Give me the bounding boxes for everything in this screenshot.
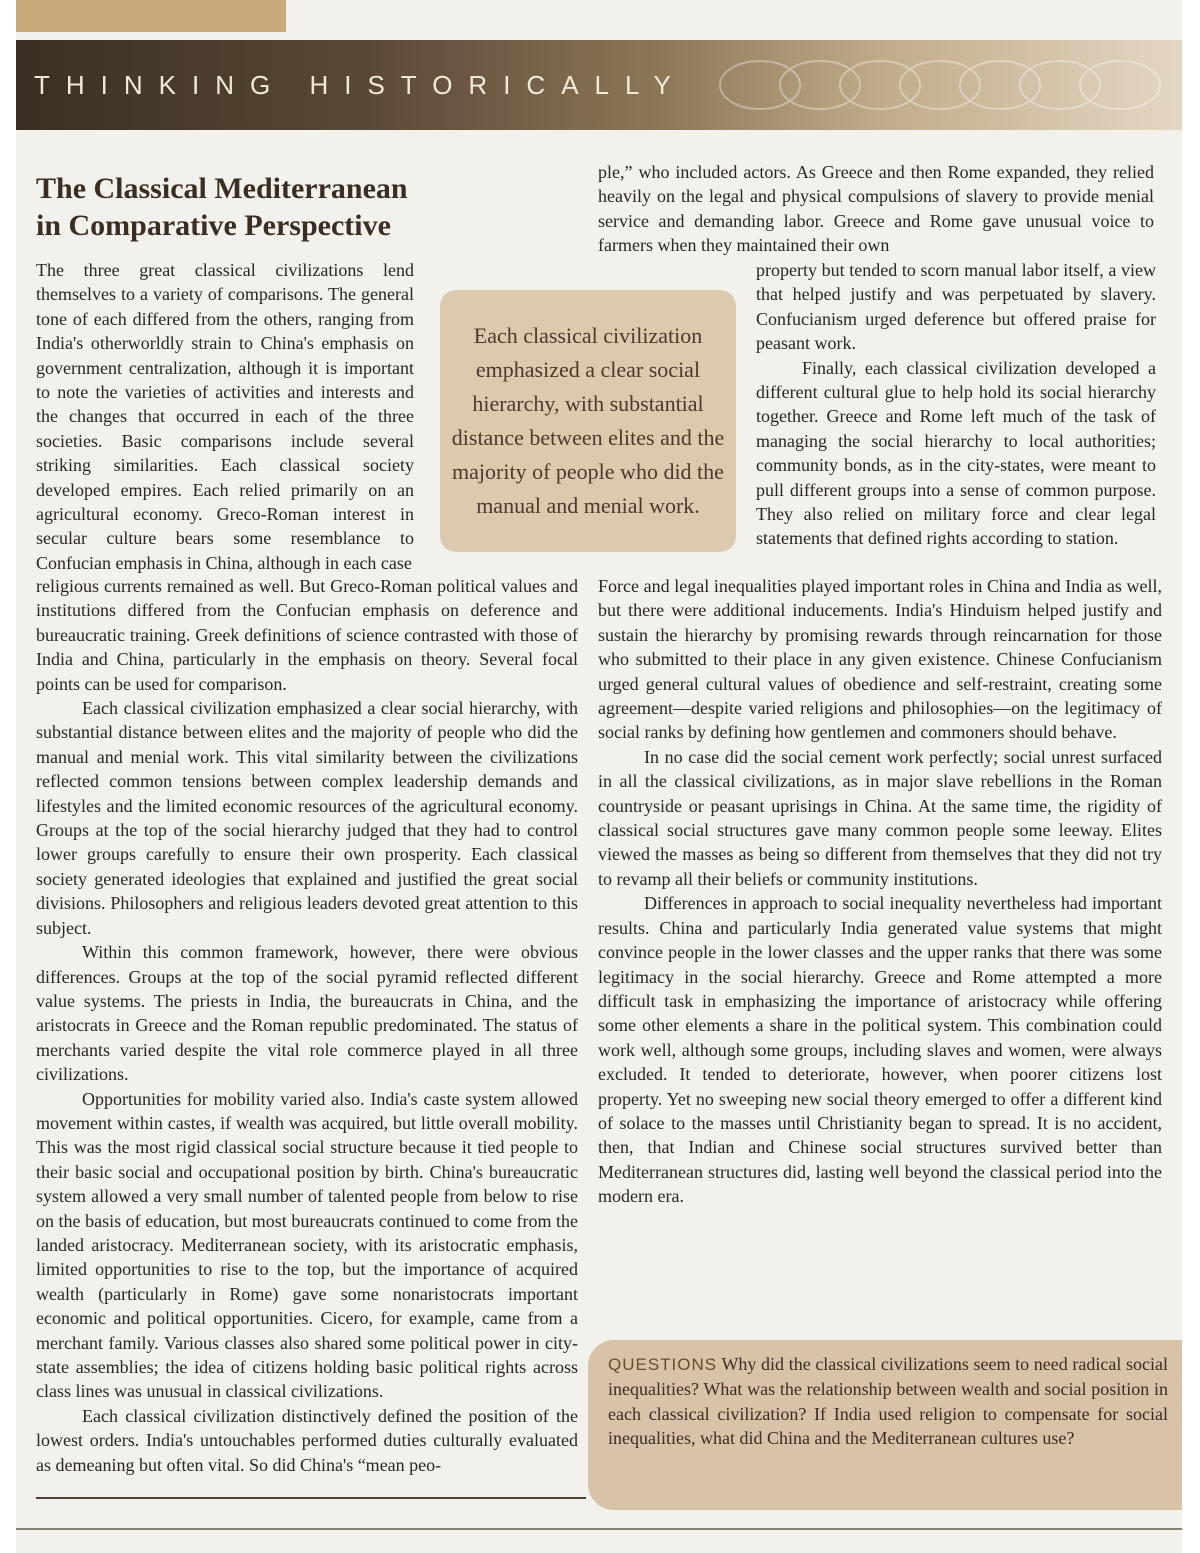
questions-text-block	[608, 1352, 1168, 1451]
page-bottom-rule	[16, 1528, 1182, 1530]
section-banner-title: THINKING HISTORICALLY	[34, 70, 687, 100]
paragraph-mobility: Opportunities for mobility varied also. India's caste system allowed movement within castes, if wealth was acquired, but little overall mobility. This was the most rigid classical social structure because it tied people to their basic social and occupational position by birth. China's bureaucratic system allowed a very small number of talented people from below to rise on the basis of education, but most bureaucrats continued to come from the landed aristocracy. Mediterranean society, with its aristocratic emphasis, limited opportunities to rise to the top, but the importance of acquired wealth (particularly in Rome) gave some nonaristocrats important economic and political opportunities. Cicero, for example, came from a merchant family. Various classes also shared some political power in city-state assemblies; the idea of citizens holding basic political rights across class lines was unusual in classical civilizations.	[36, 1088, 578, 1402]
left-column	[36, 574, 578, 1477]
article-title-line-1: The Classical Mediterranean	[36, 172, 408, 205]
paragraph-lowest-orders: Each classical civilization distinctively defined the position of the lowest orders. India's untouchables performed duties culturally evaluated as demeaning but often vital. So did China's “mean peo-	[36, 1405, 578, 1475]
intro-paragraph	[36, 258, 414, 575]
paragraph-inducements: Force and legal inequalities played important roles in China and India as well, but there were additional inducements. India's Hinduism helped justify and sustain the hierarchy by promising rewards through reincarnation for those who submitted to their place in any given existence. Chinese Confucianism urged general cultural values of obedience and self-restraint, creating some agreement—despite varied religions and philosophies—on the legitimacy of social ranks by defining how gentlemen and commoners should behave.	[598, 576, 1162, 743]
pull-quote-text: Each classical civilization emphasized a clear social hierarchy, with substantial distance between elites and the majority of people who did the manual and menial work.	[451, 323, 725, 518]
questions-text: Why did the classical civilizations seem to need radical social inequalities? What was the relationship between wealth and social position in each classical civilization? If India used religion to compensate for social inequalities, what did China and the Mediterranean cultures use?	[608, 1354, 1168, 1449]
questions-label: QUESTIONS	[608, 1355, 718, 1374]
column-rule	[36, 1497, 586, 1499]
paragraph-differences: Within this common framework, however, there were obvious differences. Groups at the top of the social pyramid reflected different value systems. The priests in India, the bureaucrats in China, and the aristocrats in Greece and the Roman republic predominated. The status of merchants varied despite the vital role commerce played in all three civilizations.	[36, 942, 578, 1085]
paragraph-social-unrest: In no case did the social cement work perfectly; social unrest surfaced in all the classical civilizations, as in major slave rebellions in the Roman countryside or peasant uprisings in China. At the same time, the rigidity of classical social structures gave many common people some leeway. Elites viewed the masses as being so different from themselves that they did not try to revamp all their beliefs or community institutions.	[598, 746, 1162, 889]
article-title	[36, 170, 436, 244]
right-column-narrow	[756, 258, 1156, 551]
intro-continued: religious currents remained as well. But Greco-Roman political values and institutions differed from the Confucian emphasis on deference and bureaucratic training. Greek definitions of science contrasted with those of India and China, particularly in the emphasis on theory. Several focal points can be used for comparison.	[36, 576, 578, 694]
paragraph-cultural-glue: Finally, each classical civilization developed a different cultural glue to help hold its social hierarchy together. Greece and Rome left much of the task of managing the social hierarchy to local authorities; community bonds, as in the city-states, were meant to pull different groups into a sense of common purpose. They also relied on military force and clear legal statements that defined rights according to station.	[756, 357, 1156, 549]
paragraph-results: Differences in approach to social inequality nevertheless had important results. China and particularly India generated value systems that might convince people in the lower classes and the upper ranks that there was some legitimacy in the social hierarchy. Greece and Rome attempted a more difficult task in emphasizing the importance of aristocracy while offering some other elements a share in the political system. This combination could work well, although some groups, including slaves and women, were always excluded. It tended to deteriorate, however, when poorer citizens lost property. Yet no sweeping new social theory emerged to offer a different kind of solace to the masses until Christianity began to spread. It is no accident, then, that Indian and Chinese social structures survived better than Mediterranean structures did, lasting well beyond the classical period into the modern era.	[598, 893, 1162, 1207]
intro-text: The three great classical civilizations lend themselves to a variety of comparisons. The general tone of each differed from the others, ranging from India's otherworldly strain to China's emphasis on government centralization, although it is important to note the varieties of activities and interests and the changes that occurred in each of the three societies. Basic comparisons include several striking similarities. Each classical society developed empires. Each relied primarily on an agricultural economy. Greco-Roman interest in secular culture bears some resemblance to Confucian emphasis in China, although in each case	[36, 260, 414, 573]
right-column	[598, 574, 1162, 1209]
article-title-line-2: in Comparative Perspective	[36, 209, 391, 242]
right-column-top	[598, 160, 1154, 258]
paragraph-slavery-continued: property but tended to scorn manual labor itself, a view that helped justify and was perpetuated by slavery. Confucianism urged deference but offered praise for peasant work.	[756, 260, 1156, 354]
paragraph-hierarchy: Each classical civilization emphasized a clear social hierarchy, with substantial distance between elites and the majority of people who did the manual and menial work. This vital similarity between the civilizations reflected common tensions between complex leadership demands and lifestyles and the limited economic resources of the agricultural economy. Groups at the top of the social hierarchy judged that they had to control lower groups carefully to ensure their own prosperity. Each classical society generated ideologies that explained and justified the great social divisions. Philosophers and religious leaders devoted great attention to this subject.	[36, 698, 578, 938]
ornament-rings-icon	[700, 40, 1180, 130]
paragraph-slavery: ple,” who included actors. As Greece and then Rome expanded, they relied heavily on the legal and physical compulsions of slavery to provide menial service and demanding labor. Greece and Rome gave unusual voice to farmers when they maintained their own	[598, 162, 1154, 256]
top-tab-decoration	[16, 0, 286, 32]
pull-quote-box	[440, 290, 736, 552]
